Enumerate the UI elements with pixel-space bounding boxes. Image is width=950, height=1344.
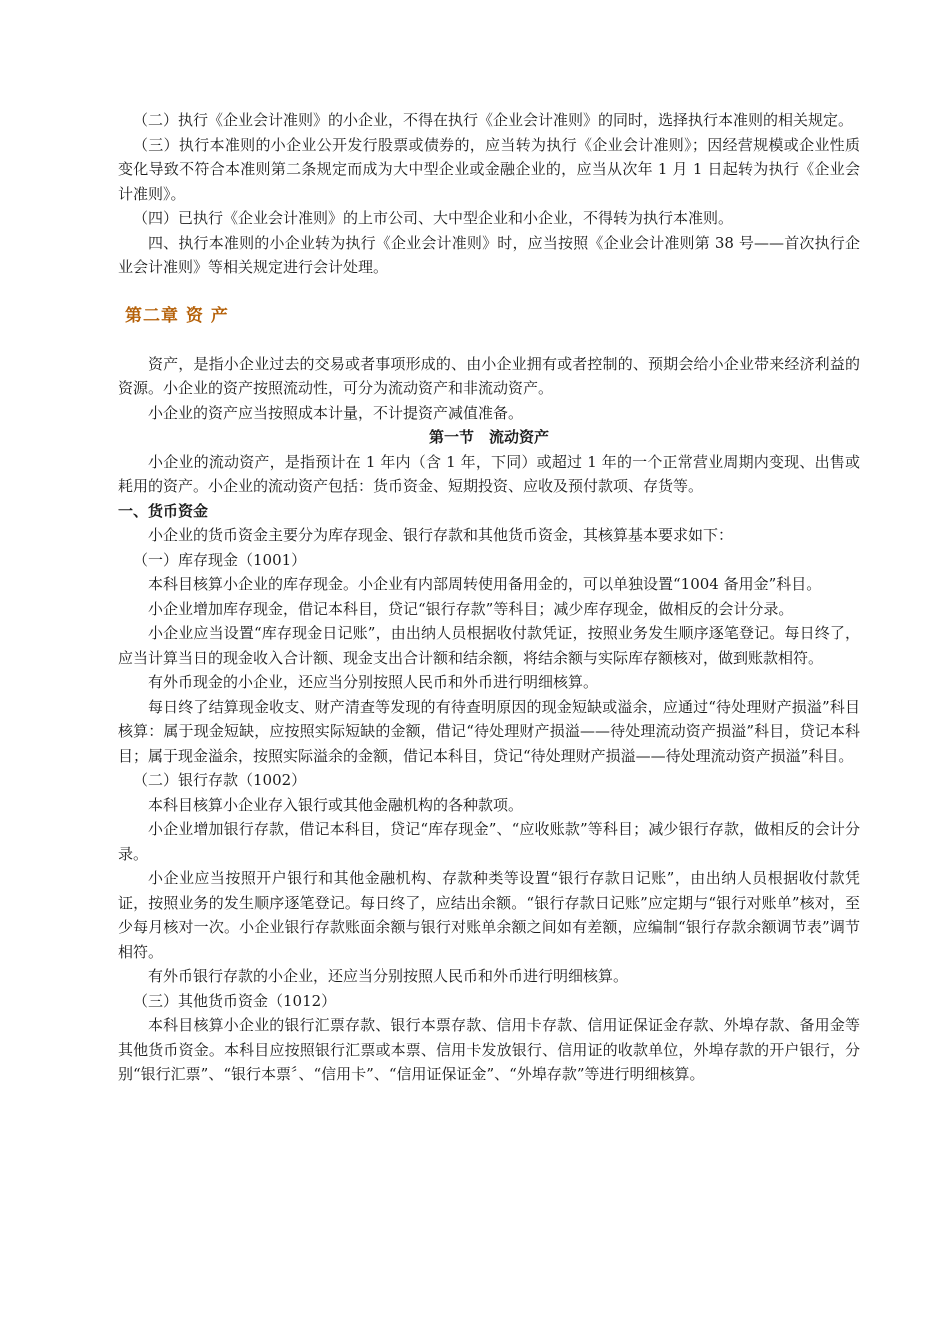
paragraph-cash-1: 本科目核算小企业的库存现金。小企业有内部周转使用备用金的，可以单独设置“1004 备用金”科目。: [148, 575, 822, 593]
section-title: 第一节 流动资产: [428, 428, 549, 446]
subheading-bank-deposit: （二）银行存款（1002）: [133, 771, 307, 789]
paragraph-assets-definition: 资产，是指小企业过去的交易或者事项形成的、由小企业拥有或者控制的、预期会给小企业带来经济利益的资源。小企业的资产按照流动性，可分为流动资产和非流动资产。: [118, 354, 860, 397]
document-page: [118, 108, 860, 1087]
paragraph-current-assets: 小企业的流动资产，是指预计在 1 年内（含 1 年，下同）或超过 1 年的一个正常营业周期内变现、出售或耗用的资产。小企业的流动资产包括：货币资金、短期投资、应收及预付款项、存货等。: [118, 452, 860, 495]
heading-monetary-funds: 一、货币资金: [118, 501, 209, 520]
subheading-cash: （一）库存现金（1001）: [133, 550, 307, 569]
paragraph-item-3: （三）执行本准则的小企业公开发行股票或债券的，应当转为执行《企业会计准则》；因经营规模或企业性质变化导致不符合本准则第二条规定而成为大中型企业或金融企业的，应当从次年 1 月 1 日起转为执行《企业会计准则》。: [118, 135, 860, 203]
paragraph-cash-5: 每日终了结算现金收支、财产清查等发现的有待查明原因的现金短缺或溢余，应通过“待处理财产损溢”科目核算：属于现金短缺，应按照实际短缺的金额，借记“待处理财产损溢——待处理流动资产损溢”科目，贷记本科目；属于现金溢余，按照实际溢余的金额，借记本科目，贷记“待处理财产损溢——待处理流动资产损溢”科目。: [118, 697, 860, 765]
paragraph-bank-3: 小企业应当按照开户银行和其他金融机构、存款种类等设置“银行存款日记账”，由出纳人员根据收付款凭证，按照业务的发生顺序逐笔登记。每日终了，应结出余额。“银行存款日记账”应定期与“银行对账单”核对，至少每月核对一次。小企业银行存款账面余额与银行对账单余额之间如有差额，应编制“银行存款余额调节表”调节相符。: [118, 869, 860, 961]
paragraph-cash-4: 有外币现金的小企业，还应当分别按照人民币和外币进行明细核算。: [148, 673, 599, 691]
paragraph-item-2: （二）执行《企业会计准则》的小企业，不得在执行《企业会计准则》的同时，选择执行本准则的相关规定。: [133, 111, 854, 129]
paragraph-cash-3: 小企业应当设置“库存现金日记账”，由出纳人员根据收付款凭证，按照业务发生顺序逐笔登记。每日终了，应当计算当日的现金收入合计额、现金支出合计额和结余额，将结余额与实际库存额核对，做到账款相符。: [118, 624, 860, 667]
paragraph-bank-4: 有外币银行存款的小企业，还应当分别按照人民币和外币进行明细核算。: [148, 967, 629, 985]
paragraph-bank-1: 本科目核算小企业存入银行或其他金融机构的各种款项。: [148, 795, 524, 814]
paragraph-assets-measurement: 小企业的资产应当按照成本计量，不计提资产减值准备。: [148, 403, 524, 422]
paragraph-article-4: 四、执行本准则的小企业转为执行《企业会计准则》时，应当按照《企业会计准则第 38 号——首次执行企业会计准则》等相关规定进行会计处理。: [118, 233, 860, 276]
paragraph-cash-2: 小企业增加库存现金，借记本科目，贷记“银行存款”等科目；减少库存现金，做相反的会计分录。: [148, 599, 794, 618]
chapter-title: 第二章 资 产: [125, 305, 229, 326]
paragraph-monetary-funds: 小企业的货币资金主要分为库存现金、银行存款和其他货币资金，其核算基本要求如下：: [148, 526, 734, 544]
paragraph-item-4: （四）已执行《企业会计准则》的上市公司、大中型企业和小企业，不得转为执行本准则。: [133, 209, 734, 227]
paragraph-other-1: 本科目核算小企业的银行汇票存款、银行本票存款、信用卡存款、信用证保证金存款、外埠存款、备用金等其他货币资金。本科目应按照银行汇票或本票、信用卡发放银行、信用证的收款单位，外埠存款的开户银行，分别“银行汇票”、“银行本票〞、“信用卡”、“信用证保证金”、“外埠存款”等进行明细核算。: [118, 1016, 860, 1083]
paragraph-bank-2: 小企业增加银行存款，借记本科目，贷记“库存现金”、“应收账款”等科目；减少银行存款，做相反的会计分录。: [118, 820, 860, 863]
subheading-other-funds: （三）其他货币资金（1012）: [133, 991, 337, 1010]
